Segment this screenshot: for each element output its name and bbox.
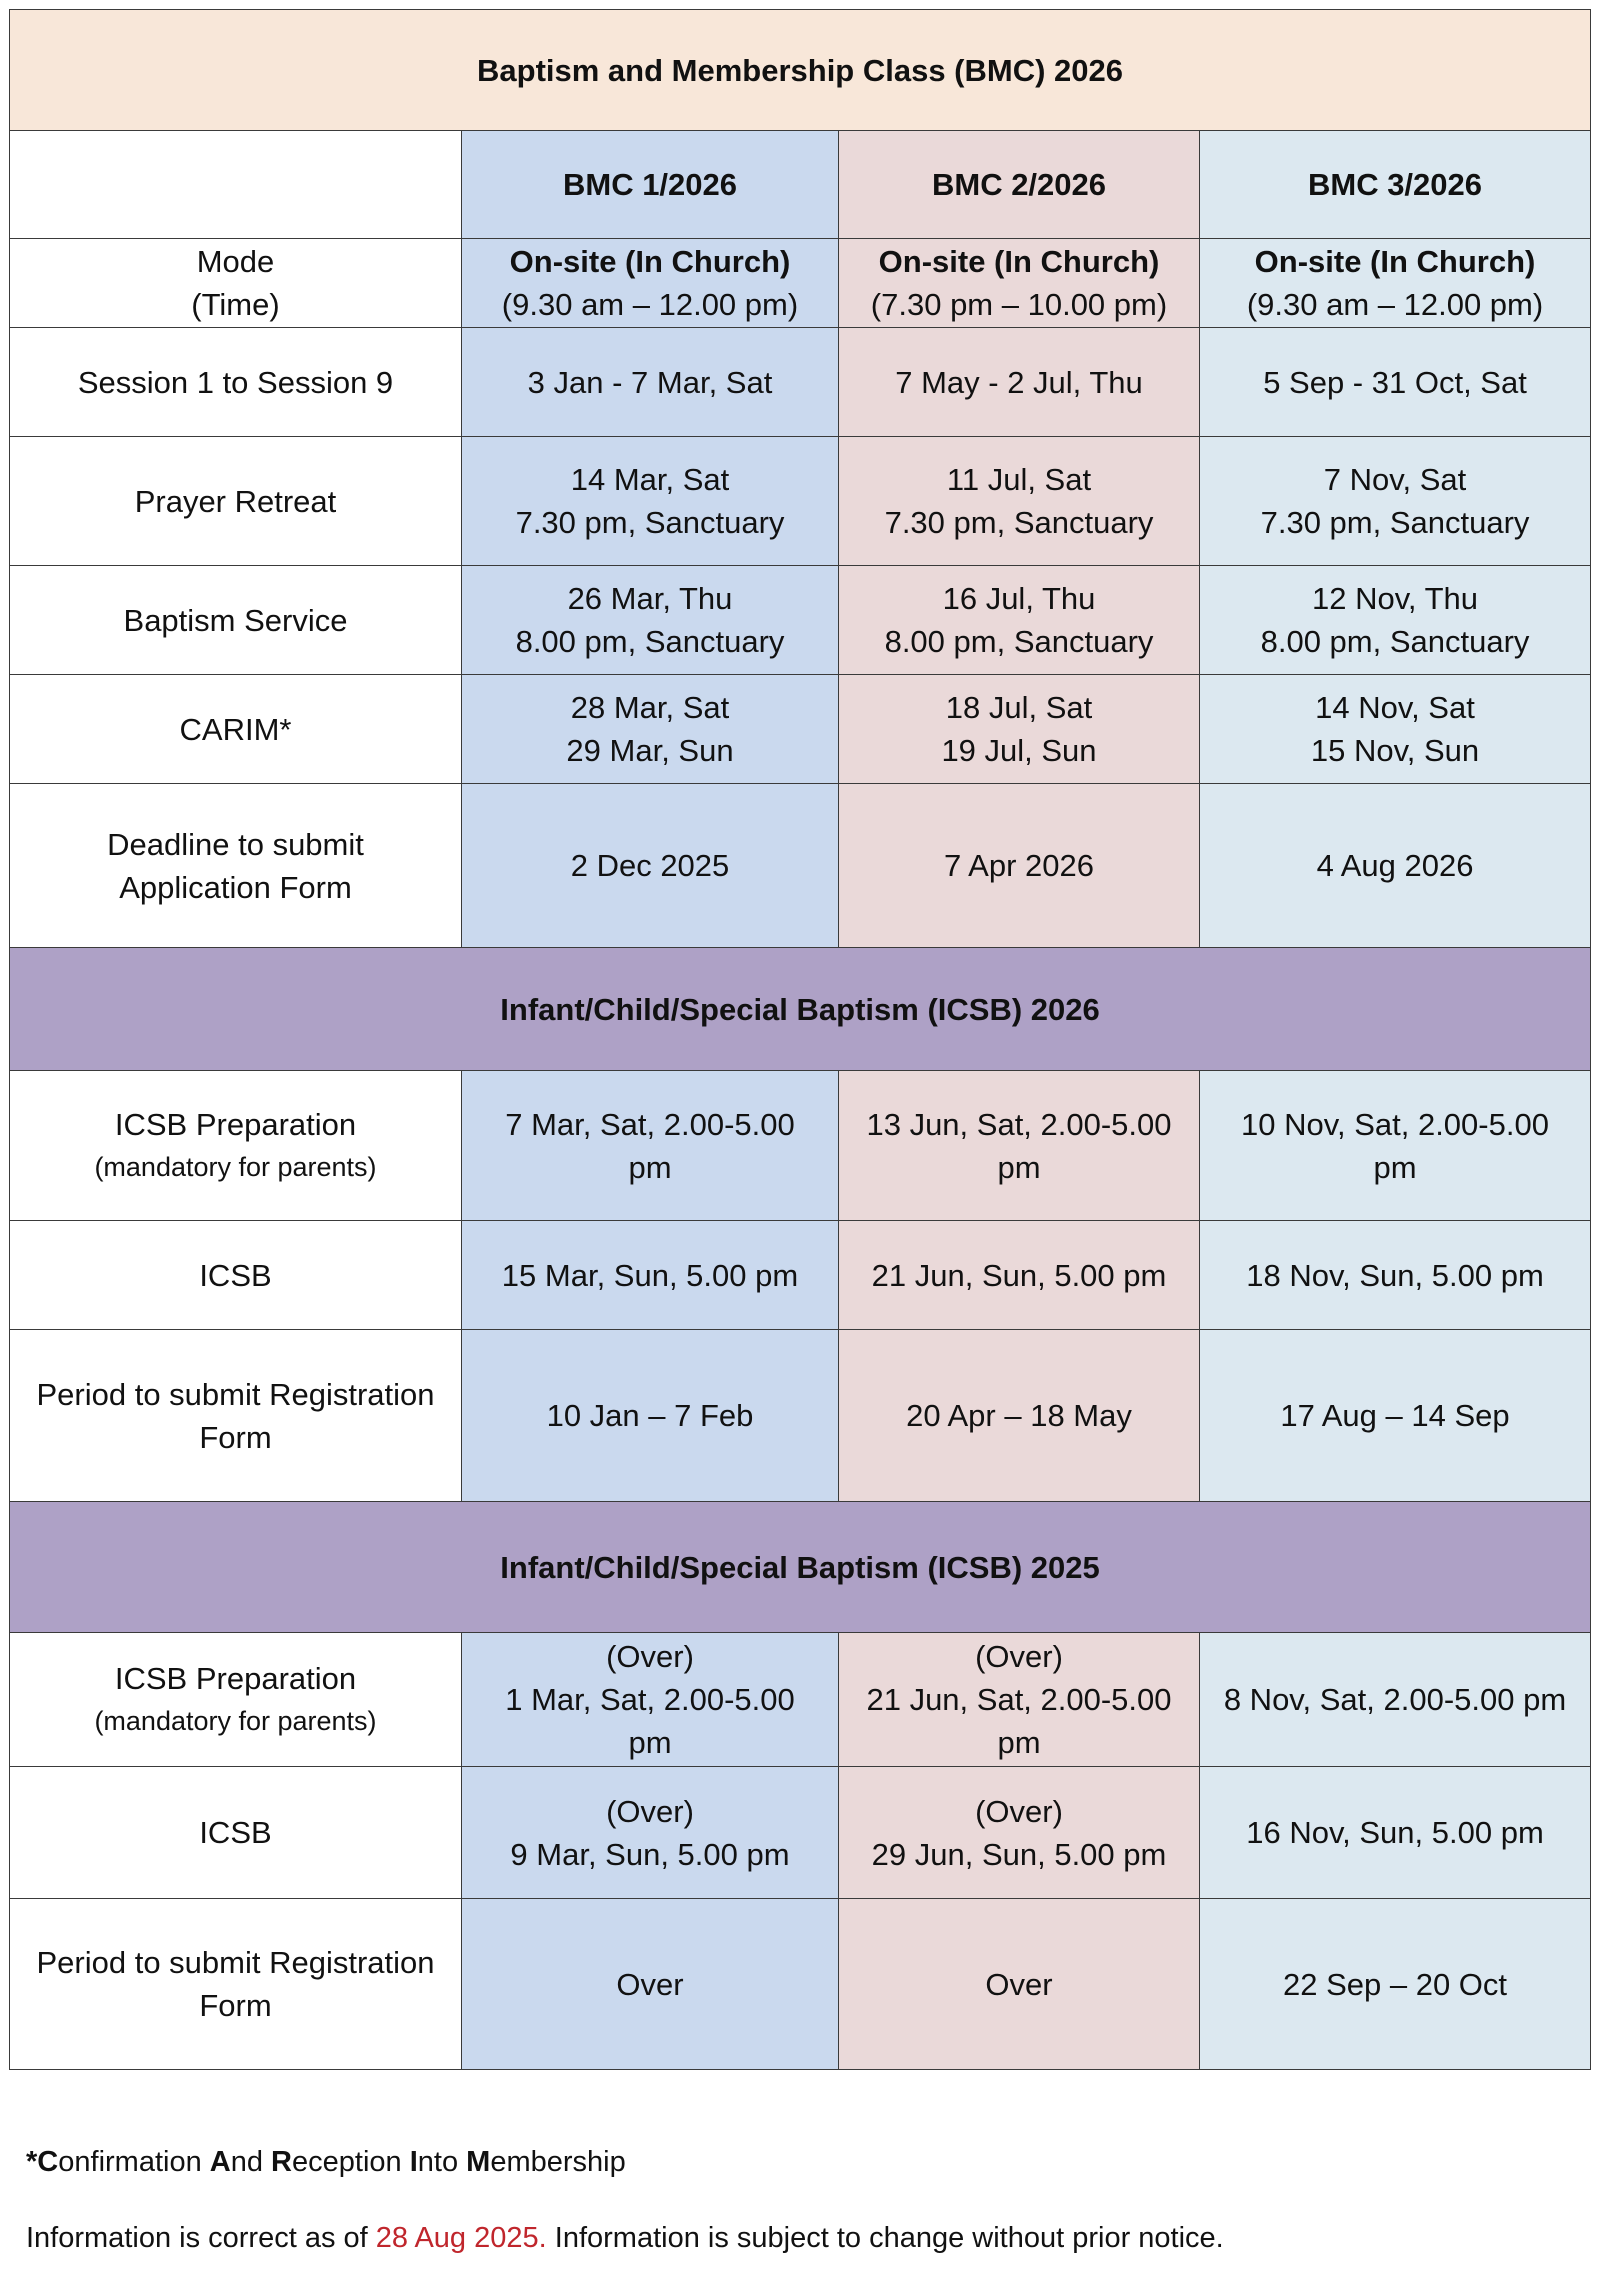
label-line: ICSB Preparation: [114, 1106, 357, 1142]
carim-footnote: [26, 2146, 626, 2179]
date-line: 16 Jul, Thu: [942, 581, 1096, 616]
row-label-icsb-2026: ICSB: [10, 1221, 462, 1330]
icsb-2026-cell-3: 18 Nov, Sun, 5.00 pm: [1200, 1221, 1591, 1330]
date-line: pm: [997, 1725, 1041, 1760]
period-2025-cell-2: Over: [839, 1899, 1200, 2070]
icsb-prep-2025-cell-1: [462, 1633, 839, 1767]
date-line: 15 Nov, Sun: [1310, 733, 1480, 768]
deadline-cell-bmc3: 4 Aug 2026: [1200, 784, 1591, 948]
date-line: 16 Nov, Sun, 5.00 pm: [1246, 1815, 1544, 1850]
row-label-period-2025: [10, 1899, 462, 2070]
date-line: 21 Jun, Sat, 2.00-5.00: [866, 1682, 1172, 1717]
mode-value: On-site (In Church): [509, 244, 791, 279]
row-label-icsb-prep-2026: [10, 1071, 462, 1221]
label-line: Period to submit Registration: [36, 1376, 435, 1412]
row-label-carim: CARIM*: [10, 675, 462, 784]
date-line: 11 Jul, Sat: [946, 462, 1092, 497]
mode-value: On-site (In Church): [1254, 244, 1536, 279]
venue-line: 7.30 pm, Sanctuary: [1260, 505, 1530, 540]
icsb-prep-2026-cell-1: [462, 1071, 839, 1221]
venue-line: 7.30 pm, Sanctuary: [884, 505, 1154, 540]
period-2026-cell-2: 20 Apr – 18 May: [839, 1330, 1200, 1502]
baptism-service-cell-bmc1: [462, 566, 839, 675]
icsb-2026-cell-2: 21 Jun, Sun, 5.00 pm: [839, 1221, 1200, 1330]
row-label-deadline: [10, 784, 462, 948]
icsb-prep-2026-cell-3: [1200, 1071, 1591, 1221]
date-line: 14 Nov, Sat: [1315, 690, 1475, 725]
date-line: 9 Mar, Sun, 5.00 pm: [510, 1836, 790, 1872]
column-header-bmc2: BMC 2/2026: [839, 131, 1200, 239]
icsb-2025-cell-1: [462, 1767, 839, 1899]
status-line: (Over): [975, 1793, 1063, 1829]
date-line: 19 Jul, Sun: [941, 733, 1097, 768]
icsb-2025-cell-3: [1200, 1767, 1591, 1899]
label-line: Application Form: [119, 869, 352, 905]
period-2025-cell-1: Over: [462, 1899, 839, 2070]
footnote-bold: M: [466, 2146, 491, 2178]
footnote-text: nd: [230, 2146, 272, 2178]
time-value: (9.30 am – 12.00 pm): [1246, 287, 1544, 322]
date-line: 7 Nov, Sat: [1323, 462, 1467, 497]
date-line: pm: [628, 1149, 672, 1185]
sessions-cell-bmc1: 3 Jan - 7 Mar, Sat: [462, 328, 839, 437]
icsb-2026-title: Infant/Child/Special Baptism (ICSB) 2026: [10, 948, 1591, 1071]
sessions-cell-bmc3: 5 Sep - 31 Oct, Sat: [1200, 328, 1591, 437]
row-label-prayer-retreat: Prayer Retreat: [10, 437, 462, 566]
period-2026-cell-1: 10 Jan – 7 Feb: [462, 1330, 839, 1502]
deadline-cell-bmc1: 2 Dec 2025: [462, 784, 839, 948]
time-value: (7.30 pm – 10.00 pm): [870, 287, 1168, 322]
baptism-service-cell-bmc2: [839, 566, 1200, 675]
icsb-prep-2026-cell-2: [839, 1071, 1200, 1221]
venue-line: 7.30 pm, Sanctuary: [515, 505, 785, 540]
info-date: 28 Aug 2025.: [375, 2222, 547, 2254]
label-line: ICSB Preparation: [114, 1660, 357, 1696]
footnote-text: onfirmation: [58, 2146, 210, 2178]
row-label-icsb-prep-2025: [10, 1633, 462, 1767]
status-line: (Over): [606, 1793, 694, 1829]
footnote-text: embership: [490, 2146, 626, 2178]
icsb-prep-2025-cell-2: [839, 1633, 1200, 1767]
venue-line: 8.00 pm, Sanctuary: [884, 624, 1154, 659]
date-line: pm: [1373, 1149, 1417, 1185]
date-line: 26 Mar, Thu: [567, 581, 733, 616]
column-header-bmc3: BMC 3/2026: [1200, 131, 1591, 239]
date-line: 7 Mar, Sat, 2.00-5.00: [505, 1106, 795, 1142]
prayer-retreat-cell-bmc1: [462, 437, 839, 566]
date-line: 10 Nov, Sat, 2.00-5.00: [1241, 1106, 1549, 1142]
label-line: Period to submit Registration: [36, 1945, 435, 1980]
venue-line: 8.00 pm, Sanctuary: [1260, 624, 1530, 659]
icsb-2025-title: Infant/Child/Special Baptism (ICSB) 2025: [10, 1502, 1591, 1633]
icsb-2026-cell-1: 15 Mar, Sun, 5.00 pm: [462, 1221, 839, 1330]
row-label-baptism-service: Baptism Service: [10, 566, 462, 675]
deadline-cell-bmc2: 7 Apr 2026: [839, 784, 1200, 948]
mode-cell-bmc2: [839, 239, 1200, 328]
date-line: pm: [628, 1725, 672, 1760]
label-line: Deadline to submit: [107, 826, 364, 862]
row-label-mode: [10, 239, 462, 328]
info-suffix: Information is subject to change without prior notice.: [546, 2222, 1224, 2254]
date-line: 29 Jun, Sun, 5.00 pm: [871, 1836, 1167, 1872]
label-line: Form: [199, 1419, 272, 1455]
footnote-bold: C: [37, 2146, 59, 2178]
period-2026-cell-3: 17 Aug – 14 Sep: [1200, 1330, 1591, 1502]
time-label: (Time): [191, 287, 280, 322]
baptism-service-cell-bmc3: [1200, 566, 1591, 675]
icsb-prep-2025-cell-3: [1200, 1633, 1591, 1767]
row-label-icsb-2025: ICSB: [10, 1767, 462, 1899]
date-line: 12 Nov, Thu: [1312, 581, 1479, 616]
mode-label: Mode: [196, 244, 275, 279]
info-prefix: Information is correct as of: [26, 2222, 376, 2254]
carim-cell-bmc2: [839, 675, 1200, 784]
venue-line: 8.00 pm, Sanctuary: [515, 624, 785, 659]
header-empty-cell: [10, 131, 462, 239]
icsb-2025-cell-2: [839, 1767, 1200, 1899]
bmc-title: Baptism and Membership Class (BMC) 2026: [10, 10, 1591, 131]
footnote-bold: A: [209, 2146, 231, 2178]
status-line: (Over): [975, 1639, 1063, 1674]
date-line: 29 Mar, Sun: [566, 733, 734, 768]
row-label-period-2026: [10, 1330, 462, 1502]
carim-cell-bmc3: [1200, 675, 1591, 784]
date-line: pm: [997, 1149, 1041, 1185]
info-notice: [26, 2222, 1224, 2255]
label-line: Form: [199, 1988, 272, 2023]
prayer-retreat-cell-bmc3: [1200, 437, 1591, 566]
footnote-bold: I: [409, 2146, 418, 2178]
footnote-bold: *: [26, 2146, 38, 2178]
mode-cell-bmc1: [462, 239, 839, 328]
carim-cell-bmc1: [462, 675, 839, 784]
column-header-bmc1: BMC 1/2026: [462, 131, 839, 239]
status-line: (Over): [606, 1639, 694, 1674]
mode-cell-bmc3: [1200, 239, 1591, 328]
prayer-retreat-cell-bmc2: [839, 437, 1200, 566]
mode-value: On-site (In Church): [878, 244, 1160, 279]
sessions-cell-bmc2: 7 May - 2 Jul, Thu: [839, 328, 1200, 437]
period-2025-cell-3: 22 Sep – 20 Oct: [1200, 1899, 1591, 2070]
footnote-text: eception: [292, 2146, 410, 2178]
sublabel-line: (mandatory for parents): [94, 1705, 377, 1736]
date-line: 8 Nov, Sat, 2.00-5.00 pm: [1223, 1682, 1567, 1717]
time-value: (9.30 am – 12.00 pm): [501, 287, 799, 322]
date-line: 28 Mar, Sat: [570, 690, 730, 725]
footnote-bold: R: [271, 2146, 292, 2178]
footnote-text: nto: [417, 2146, 467, 2178]
row-label-sessions: Session 1 to Session 9: [10, 328, 462, 437]
sublabel-line: (mandatory for parents): [94, 1151, 377, 1182]
date-line: 18 Jul, Sat: [945, 690, 1093, 725]
date-line: 13 Jun, Sat, 2.00-5.00: [866, 1106, 1172, 1142]
date-line: 14 Mar, Sat: [570, 462, 730, 497]
date-line: 1 Mar, Sat, 2.00-5.00: [505, 1682, 795, 1717]
schedule-table: [9, 9, 1591, 2070]
